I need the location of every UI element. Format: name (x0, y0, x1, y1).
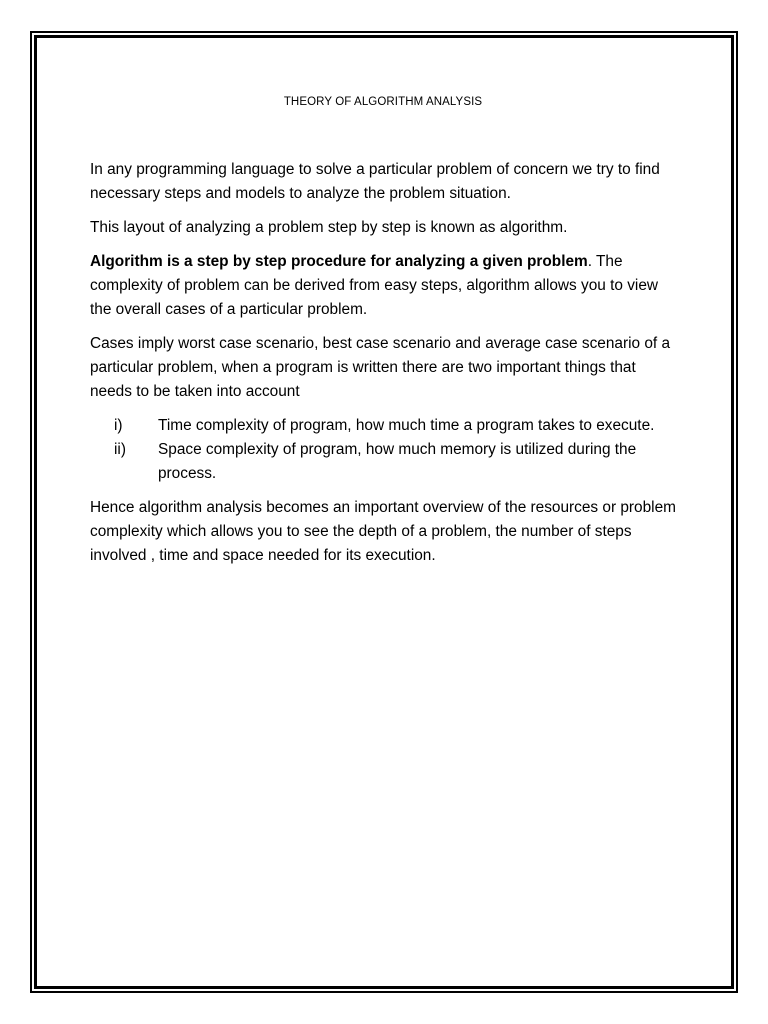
paragraph-conclusion: Hence algorithm analysis becomes an important overview of the resources or problem complexity which allows you to see the depth of a problem, the number of steps involved , time and space needed for its execution. (90, 499, 676, 564)
paragraph-algorithm-definition: This layout of analyzing a problem step by step is known as algorithm. (90, 219, 568, 236)
list-item (90, 438, 676, 486)
paragraph-intro: In any programming language to solve a particular problem of concern we try to find necessary steps and models to analyze the problem situation. (90, 161, 660, 202)
document-title: THEORY OF ALGORITHM ANALYSIS (283, 96, 483, 108)
document-body (90, 94, 676, 578)
list-item (90, 414, 676, 438)
bold-definition-text: Algorithm is a step by step procedure for analyzing a given problem (90, 253, 588, 270)
list-marker: ii) (114, 441, 126, 458)
list-item-text: Time complexity of program, how much time a program takes to execute. (158, 417, 655, 434)
list-marker: i) (114, 417, 123, 434)
paragraph-algorithm-procedure-rest: . The complexity of problem can be derived from easy steps, algorithm allows you to view the overall cases of a particular problem. (90, 253, 658, 318)
list-item-text: Space complexity of program, how much memory is utilized during the process. (158, 441, 637, 482)
paragraph-algorithm-procedure (90, 250, 676, 322)
paragraph-cases: Cases imply worst case scenario, best case scenario and average case scenario of a particular problem, when a program is written there are two important things that needs to be taken into account (90, 335, 671, 400)
complexity-list (90, 414, 676, 486)
